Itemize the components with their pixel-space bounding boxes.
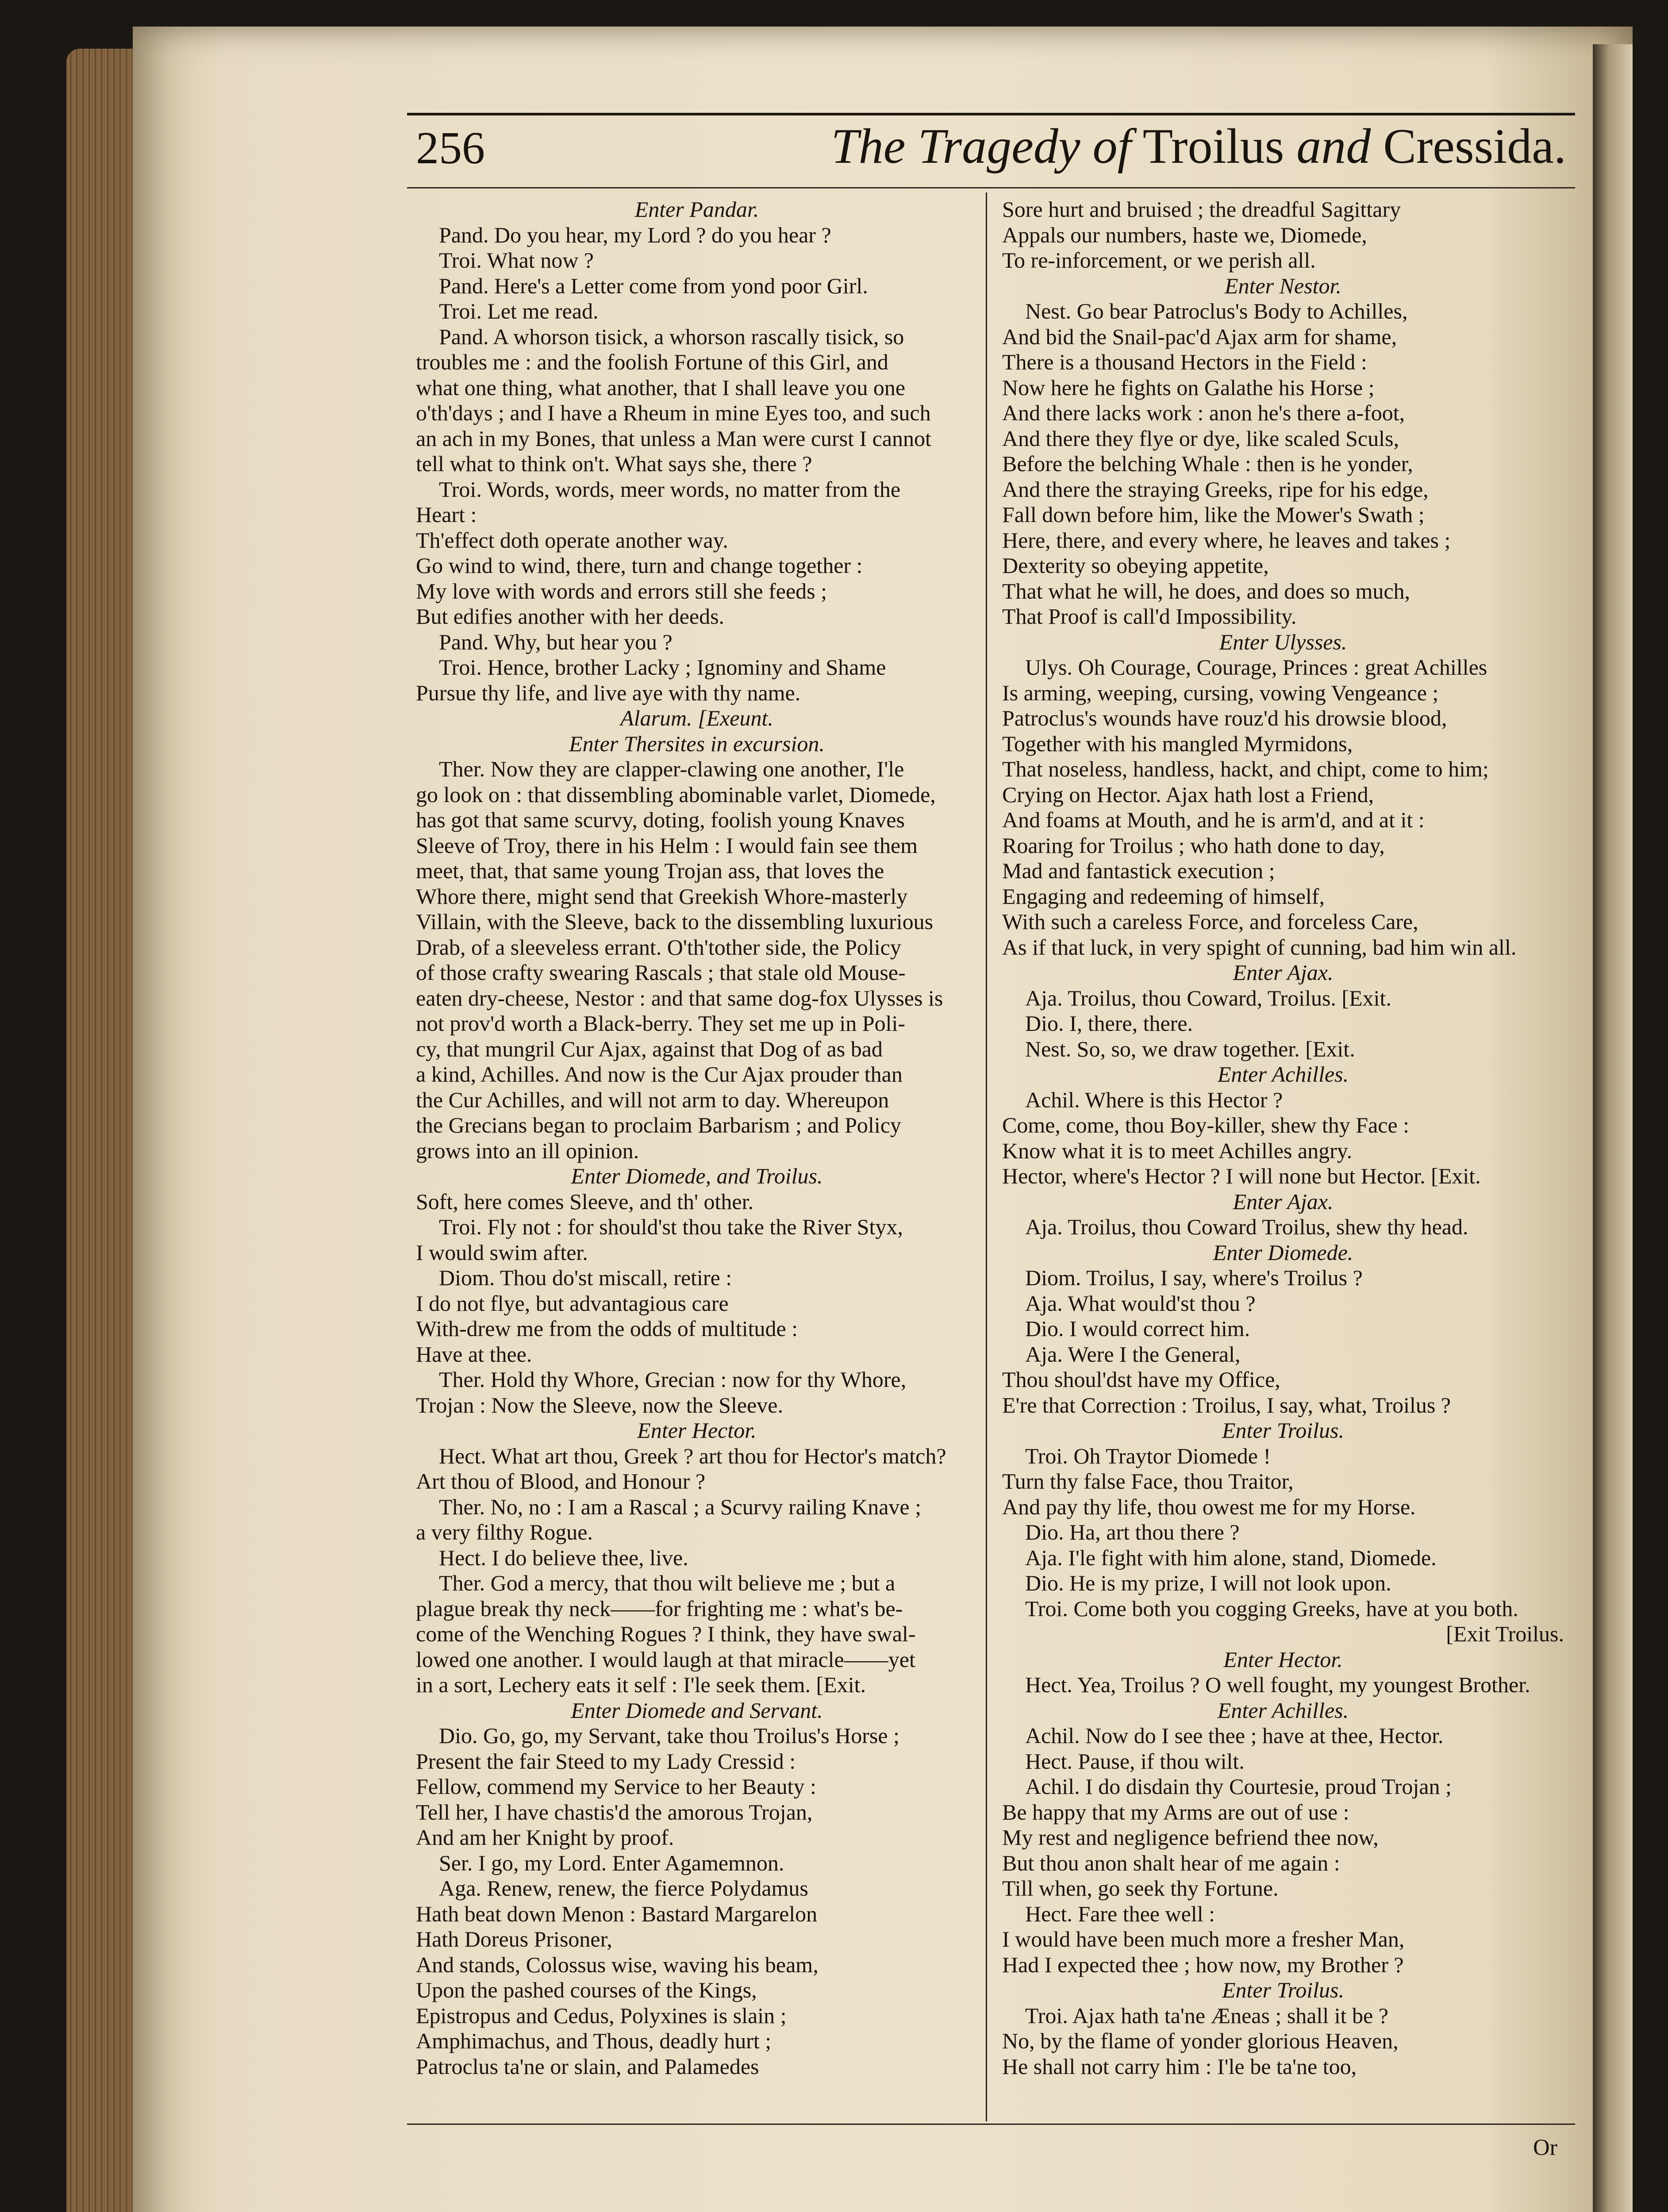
right-column-line: Come, come, thou Boy-killer, shew thy Face : xyxy=(1002,1113,1410,1137)
left-column-line: plague break thy neck——for frighting me : what's be- xyxy=(416,1596,903,1621)
left-column-line: an ach in my Bones, that unless a Man were curst I cannot xyxy=(416,426,931,451)
left-column-line: And stands, Colossus wise, waving his beam, xyxy=(416,1952,819,1977)
left-column-line: Troi. Hence, brother Lacky ; Ignominy and Shame xyxy=(439,655,886,680)
left-column-line: the Grecians began to proclaim Barbarism ; and Policy xyxy=(416,1113,901,1137)
left-column-line: Pand. Here's a Letter come from yond poor Girl. xyxy=(439,273,868,298)
left-column-line: eaten dry-cheese, Nestor : and that same dog-fox Ulysses is xyxy=(416,985,943,1010)
right-column-line: Achil. Where is this Hector ? xyxy=(1025,1087,1283,1112)
right-column-line: Dio. I would correct him. xyxy=(1025,1316,1250,1341)
left-column-line: Ther. No, no : I am a Rascal ; a Scurvy railing Knave ; xyxy=(439,1494,921,1519)
right-column-line: Troi. Come both you cogging Greeks, have at you both. xyxy=(1025,1596,1518,1621)
right-column-line: With such a careless Force, and forceless Care, xyxy=(1002,909,1418,934)
right-column-line: Aja. Troilus, thou Coward Troilus, shew thy head. xyxy=(1025,1214,1468,1239)
left-column-line: Hath beat down Menon : Bastard Margarelon xyxy=(416,1901,818,1926)
left-column-line: cy, that mungril Cur Ajax, against that Dog of as bad xyxy=(416,1036,883,1061)
left-column-line: Ther. Hold thy Whore, Grecian : now for thy Whore, xyxy=(439,1367,907,1392)
right-column-line: Ulys. Oh Courage, Courage, Princes : great Achilles xyxy=(1025,655,1487,680)
left-column-line: Pand. Why, but hear you ? xyxy=(439,629,673,654)
left-column-line: a kind, Achilles. And now is the Cur Ajax prouder than xyxy=(416,1062,903,1087)
left-column-line: Enter Pandar. xyxy=(634,197,759,222)
left-column-line: Heart : xyxy=(416,502,477,527)
right-column-line: Enter Nestor. xyxy=(1225,273,1341,298)
facing-page-edge xyxy=(1593,44,1633,2212)
right-column-line: Hector, where's Hector ? I will none but Hector. [Exit. xyxy=(1002,1164,1481,1188)
left-column-line: Tell her, I have chastis'd the amorous Trojan, xyxy=(416,1799,813,1824)
right-column-line: And pay thy life, thou owest me for my Horse. xyxy=(1002,1494,1416,1519)
left-column-line: Pand. A whorson tisick, a whorson rascally tisick, so xyxy=(439,324,904,349)
left-column-line: Soft, here comes Sleeve, and th' other. xyxy=(416,1189,753,1214)
right-column-line: That Proof is call'd Impossibility. xyxy=(1002,604,1297,629)
left-column-line: Amphimachus, and Thous, deadly hurt ; xyxy=(416,2028,772,2053)
left-column xyxy=(416,197,978,2117)
left-column-line: go look on : that dissembling abominable varlet, Diomede, xyxy=(416,782,936,807)
left-column-line: has got that same scurvy, doting, foolish young Knaves xyxy=(416,807,905,832)
title-name: Troilus xyxy=(1142,119,1284,174)
left-column-line: not prov'd worth a Black-berry. They set me up in Poli- xyxy=(416,1011,906,1036)
right-column-line: Sore hurt and bruised ; the dreadful Sagittary xyxy=(1002,197,1401,222)
right-column-line: Be happy that my Arms are out of use : xyxy=(1002,1799,1349,1824)
right-column-line: Mad and fantastick execution ; xyxy=(1002,858,1275,883)
right-column-line: Dio. He is my prize, I will not look upon. xyxy=(1025,1571,1391,1595)
right-column-line: And there lacks work : anon he's there a-foot, xyxy=(1002,400,1405,425)
right-column-line: My rest and negligence befriend thee now, xyxy=(1002,1825,1379,1850)
left-column-line: Go wind to wind, there, turn and change together : xyxy=(416,553,863,578)
right-column xyxy=(1002,197,1564,2117)
left-column-line: I would swim after. xyxy=(416,1240,588,1265)
right-column-line: Enter Hector. xyxy=(1223,1647,1343,1672)
right-column-line: That what he will, he does, and does so much, xyxy=(1002,578,1410,603)
left-column-line: a very filthy Rogue. xyxy=(416,1520,593,1544)
left-column-line: Ser. I go, my Lord. Enter Agamemnon. xyxy=(439,1850,784,1875)
right-column-line: Aja. What would'st thou ? xyxy=(1025,1290,1256,1316)
left-column-line: My love with words and errors still she feeds ; xyxy=(416,578,827,603)
right-column-line: He shall not carry him : I'le be ta'ne too, xyxy=(1002,2054,1357,2079)
right-column-line: Hect. Yea, Troilus ? O well fought, my youngest Brother. xyxy=(1025,1672,1530,1697)
right-column-line: Enter Troilus. xyxy=(1222,1418,1344,1443)
left-column-line: Patroclus ta'ne or slain, and Palamedes xyxy=(416,2054,759,2079)
left-column-line: Have at thee. xyxy=(416,1341,532,1367)
title-and: and xyxy=(1296,119,1371,174)
left-column-line: Pursue thy life, and live aye with thy name. xyxy=(416,680,801,705)
left-column-line: Diom. Thou do'st miscall, retire : xyxy=(439,1265,732,1290)
right-column-line: I would have been much more a fresher Man, xyxy=(1002,1927,1405,1951)
left-column-line: Hect. What art thou, Greek ? art thou for Hector's match? xyxy=(439,1443,946,1468)
right-column-line: Together with his mangled Myrmidons, xyxy=(1002,731,1353,756)
right-column-line: Enter Ulysses. xyxy=(1219,629,1347,654)
running-title xyxy=(831,118,1566,175)
left-column-line: meet, that, that same young Trojan ass, that loves the xyxy=(416,858,884,883)
right-column-line: As if that luck, in very spight of cunning, bad him win all. xyxy=(1002,934,1517,960)
right-column-line: Had I expected thee ; how now, my Brother ? xyxy=(1002,1952,1404,1977)
right-column-line: Troi. Ajax hath ta'ne Æneas ; shall it be ? xyxy=(1025,2003,1388,2028)
right-column-line: Till when, go seek thy Fortune. xyxy=(1002,1876,1279,1901)
left-column-line: Enter Diomede, and Troilus. xyxy=(571,1164,823,1188)
left-column-line: tell what to think on't. What says she, there ? xyxy=(416,451,812,476)
left-column-line: come of the Wenching Rogues ? I think, they have swal- xyxy=(416,1621,916,1646)
left-column-line: of those crafty swearing Rascals ; that stale old Mouse- xyxy=(416,960,906,985)
left-column-line: Present the fair Steed to my Lady Cressid : xyxy=(416,1748,796,1774)
right-column-line: Nest. Go bear Patroclus's Body to Achilles, xyxy=(1025,299,1408,323)
left-column-line: Fellow, commend my Service to her Beauty : xyxy=(416,1774,816,1799)
right-column-line: There is a thousand Hectors in the Field : xyxy=(1002,349,1367,374)
right-column-line: Enter Ajax. xyxy=(1233,1189,1334,1214)
right-column-line: Troi. Oh Traytor Diomede ! xyxy=(1025,1443,1271,1468)
right-column-line: Enter Achilles. xyxy=(1217,1697,1349,1723)
left-column-line: Troi. Let me read. xyxy=(439,299,599,323)
right-column-line: Aja. Were I the General, xyxy=(1025,1341,1241,1367)
title-prefix: The Tragedy of xyxy=(831,119,1131,174)
header-rule xyxy=(407,187,1575,188)
left-column-line: Trojan : Now the Sleeve, now the Sleeve. xyxy=(416,1392,783,1417)
right-column-line: Roaring for Troilus ; who hath done to day, xyxy=(1002,833,1385,858)
right-column-line: Fall down before him, like the Mower's Swath ; xyxy=(1002,502,1425,527)
right-column-line: Hect. Fare thee well : xyxy=(1025,1901,1215,1926)
left-column-line: Hath Doreus Prisoner, xyxy=(416,1927,612,1951)
right-column-line: Know what it is to meet Achilles angry. xyxy=(1002,1138,1353,1163)
right-column-line: Turn thy false Face, thou Traitor, xyxy=(1002,1469,1294,1494)
left-column-line: troubles me : and the foolish Fortune of this Girl, and xyxy=(416,349,888,374)
left-column-line: Troi. Words, words, meer words, no matter from the xyxy=(439,476,901,502)
footer-rule xyxy=(407,2124,1575,2125)
right-column-line: Achil. Now do I see thee ; have at thee, Hector. xyxy=(1025,1723,1444,1748)
left-column-line: Villain, with the Sleeve, back to the dissembling luxurious xyxy=(416,909,934,934)
left-column-line: But edifies another with her deeds. xyxy=(416,604,725,629)
left-column-line: lowed one another. I would laugh at that miracle——yet xyxy=(416,1647,915,1672)
left-column-line: Epistropus and Cedus, Polyxines is slain ; xyxy=(416,2003,787,2028)
left-column-line: With-drew me from the odds of multitude : xyxy=(416,1316,798,1341)
text-frame xyxy=(407,113,1575,2160)
left-column-line: the Cur Achilles, and will not arm to day. Whereupon xyxy=(416,1087,889,1112)
right-column-line: And there the straying Greeks, ripe for his edge, xyxy=(1002,476,1429,502)
right-column-line: E're that Correction : Troilus, I say, what, Troilus ? xyxy=(1002,1392,1451,1417)
left-column-line: Art thou of Blood, and Honour ? xyxy=(416,1469,706,1494)
right-column-line: Nest. So, so, we draw together. [Exit. xyxy=(1025,1036,1355,1061)
right-column-line: Aja. I'le fight with him alone, stand, Diomede. xyxy=(1025,1545,1437,1570)
right-column-line: Diom. Troilus, I say, where's Troilus ? xyxy=(1025,1265,1363,1290)
column-divider xyxy=(986,192,987,2121)
right-column-line: Enter Ajax. xyxy=(1233,960,1334,985)
left-column-line: Whore there, might send that Greekish Whore-masterly xyxy=(416,883,908,909)
title-name2: Cressida. xyxy=(1383,119,1566,174)
right-column-line: Thou shoul'dst have my Office, xyxy=(1002,1367,1280,1392)
left-column-line: Enter Hector. xyxy=(637,1418,757,1443)
right-column-line: Enter Achilles. xyxy=(1217,1062,1349,1087)
left-column-line: in a sort, Lechery eats it self : I'le seek them. [Exit. xyxy=(416,1672,866,1697)
right-column-line: Dio. I, there, there. xyxy=(1025,1011,1193,1036)
right-column-line: Patroclus's wounds have rouz'd his drowsie blood, xyxy=(1002,706,1447,730)
left-column-line: Drab, of a sleeveless errant. O'th'tother side, the Policy xyxy=(416,934,901,960)
right-column-line: Is arming, weeping, cursing, vowing Vengeance ; xyxy=(1002,680,1439,705)
left-column-line: Sleeve of Troy, there in his Helm : I would fain see them xyxy=(416,833,918,858)
right-column-line: Enter Diomede. xyxy=(1213,1240,1353,1265)
right-column-line: [Exit Troilus. xyxy=(1446,1621,1564,1646)
right-column-line: Achil. I do disdain thy Courtesie, proud Trojan ; xyxy=(1025,1774,1452,1799)
catchword: Or xyxy=(1533,2135,1557,2160)
left-column-line: Enter Diomede and Servant. xyxy=(571,1697,823,1723)
left-column-line: Aga. Renew, renew, the fierce Polydamus xyxy=(439,1876,808,1901)
left-column-line: grows into an ill opinion. xyxy=(416,1138,639,1163)
left-column-line: Ther. God a mercy, that thou wilt believe me ; but a xyxy=(439,1571,895,1595)
right-column-line: Dexterity so obeying appetite, xyxy=(1002,553,1269,578)
right-column-line: Here, there, and every where, he leaves and takes ; xyxy=(1002,527,1451,553)
right-column-line: Crying on Hector. Ajax hath lost a Friend, xyxy=(1002,782,1374,807)
right-column-line: Aja. Troilus, thou Coward, Troilus. [Exit. xyxy=(1025,985,1391,1010)
right-column-line: To re-inforcement, or we perish all. xyxy=(1002,248,1316,273)
right-column-line: That noseless, handless, hackt, and chipt, come to him; xyxy=(1002,757,1489,781)
left-column-line: And am her Knight by proof. xyxy=(416,1825,674,1850)
left-column-line: what one thing, what another, that I shall leave you one xyxy=(416,375,906,400)
left-column-line: Enter Thersites in excursion. xyxy=(569,731,825,756)
left-column-line: Upon the pashed courses of the Kings, xyxy=(416,1978,757,2002)
right-column-line: Hect. Pause, if thou wilt. xyxy=(1025,1748,1245,1774)
left-column-line: o'th'days ; and I have a Rheum in mine Eyes too, and such xyxy=(416,400,931,425)
left-column-line: Pand. Do you hear, my Lord ? do you hear ? xyxy=(439,222,831,247)
right-column-line: And there they flye or dye, like scaled Sculs, xyxy=(1002,426,1399,451)
right-column-line: And bid the Snail-pac'd Ajax arm for shame, xyxy=(1002,324,1397,349)
right-column-line: No, by the flame of yonder glorious Heaven, xyxy=(1002,2028,1399,2053)
top-rule xyxy=(407,113,1575,115)
right-column-line: But thou anon shalt hear of me again : xyxy=(1002,1850,1340,1875)
right-column-line: Engaging and redeeming of himself, xyxy=(1002,883,1325,909)
left-column-line: Alarum. [Exeunt. xyxy=(620,706,773,730)
left-column-line: Troi. What now ? xyxy=(439,248,594,273)
right-column-line: And foams at Mouth, and he is arm'd, and at it : xyxy=(1002,807,1425,832)
left-column-line: Th'effect doth operate another way. xyxy=(416,527,728,553)
right-column-line: Appals our numbers, haste we, Diomede, xyxy=(1002,222,1367,247)
left-column-line: Hect. I do believe thee, live. xyxy=(439,1545,688,1570)
right-column-line: Now here he fights on Galathe his Horse ; xyxy=(1002,375,1375,400)
right-column-line: Enter Troilus. xyxy=(1222,1978,1344,2002)
left-column-line: Ther. Now they are clapper-clawing one another, I'le xyxy=(439,757,904,781)
page-number: 256 xyxy=(416,123,485,173)
book-fore-edge xyxy=(66,49,142,2212)
right-column-line: Before the belching Whale : then is he yonder, xyxy=(1002,451,1413,476)
left-column-line: Dio. Go, go, my Servant, take thou Troilus's Horse ; xyxy=(439,1723,899,1748)
left-column-line: Troi. Fly not : for should'st thou take the River Styx, xyxy=(439,1214,903,1239)
right-column-line: Dio. Ha, art thou there ? xyxy=(1025,1520,1240,1544)
left-column-line: I do not flye, but advantagious care xyxy=(416,1290,729,1316)
